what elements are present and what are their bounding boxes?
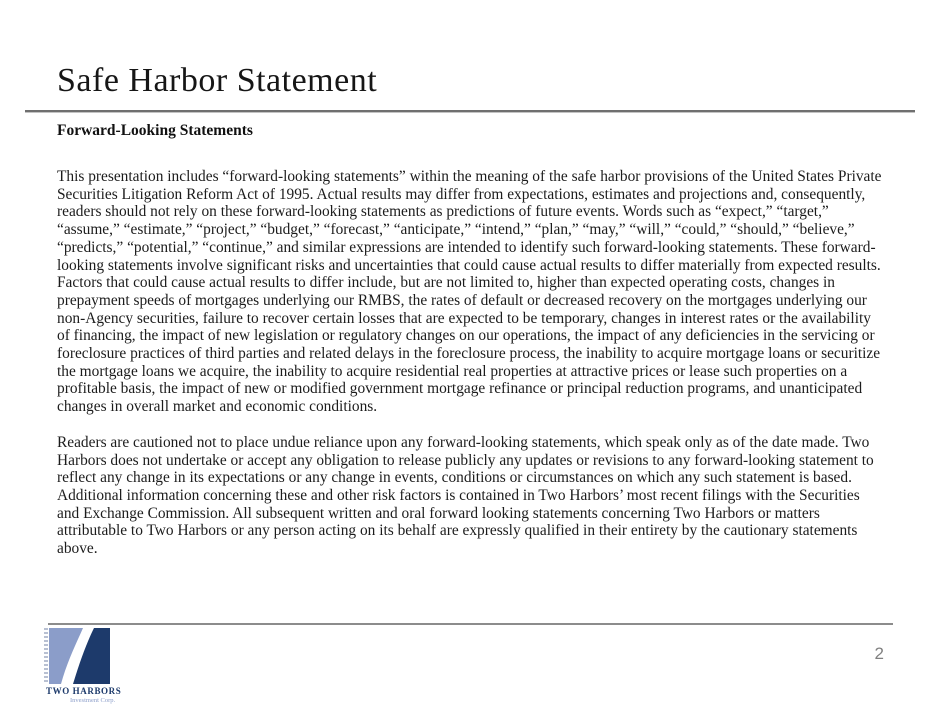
title-divider <box>25 110 915 113</box>
paragraph-forward-looking: This presentation includes “forward-looking statements” within the meaning of the safe harbor provisions of the United States Private Securities Litigation Reform Act of 1995. Actual results may differ from expectations, estimates and projections and, consequently, readers should not rely on these forward-looking statements as predictions of future events. Words such as “expect,” “target,” “assume,” “estimate,” “project,” “budget,” “forecast,” “anticipate,” “intend,” “plan,” “may,” “will,” “could,” “should,” “believe,” “predicts,” “potential,” “continue,” and similar expressions are intended to identify such forward-looking statements. These forward-looking statements involve significant risks and uncertainties that could cause actual results to differ materially from expected results. Factors that could cause actual results to differ include, but are not limited to, higher than expected operating costs, changes in prepayment speeds of mortgages underlying our RMBS, the rates of default or decreased recovery on the mortgages underlying our non-Agency securities, failure to recover certain losses that are expected to be temporary, changes in interest rates or the availability of financing, the impact of new legislation or regulatory changes on our operations, the impact of any deficiencies in the servicing or foreclosure practices of third parties and related delays in the foreclosure process, the inability to acquire mortgage loans or securitize the mortgage loans we acquire, the inability to acquire residential real properties at attractive prices or lease such properties on a profitable basis, the impact of new or modified government mortgage refinance or principal reduction programs, and unanticipated changes in overall market and economic conditions. <box>57 168 882 416</box>
two-harbors-logo-icon <box>49 628 110 684</box>
two-harbors-logo <box>44 628 124 704</box>
logo-subtitle: Investment Corp. <box>70 697 116 704</box>
logo-graphic-row <box>44 628 110 684</box>
paragraph-readers-cautioned: Readers are cautioned not to place undue reliance upon any forward-looking statements, which speak only as of the date made. Two Harbors does not undertake or accept any obligation to release publicly any updates or revisions to any forward-looking statement to reflect any change in its expectations or any change in events, conditions or circumstances on which any such statement is based. Additional information concerning these and other risk factors is contained in Two Harbors’ most recent filings with the Securities and Exchange Commission. All subsequent written and oral forward looking statements concerning Two Harbors or matters attributable to Two Harbors or any person acting on its behalf are expressly qualified in their entirety by the cautionary statements above. <box>57 433 874 558</box>
logo-company-name: TWO HARBORS <box>46 686 122 696</box>
slide-title: Safe Harbor Statement <box>57 62 378 99</box>
page-number: 2 <box>874 644 884 663</box>
logo-vertical-tagline <box>44 628 48 684</box>
body-text-block <box>57 168 885 576</box>
slide-subheading: Forward-Looking Statements <box>57 122 253 139</box>
footer-divider <box>48 623 893 625</box>
